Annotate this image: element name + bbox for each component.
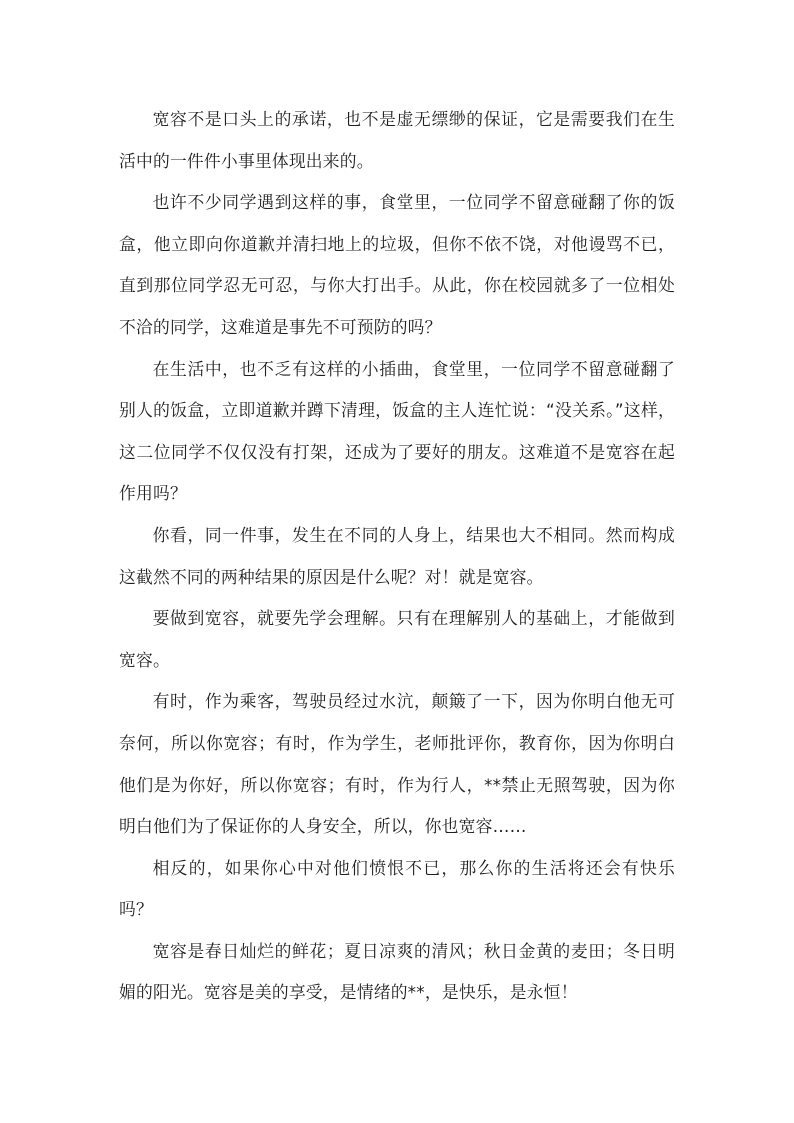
paragraph-8: 宽容是春日灿烂的鲜花；夏日凉爽的清风；秋日金黄的麦田；冬日明媚的阳光。宽容是美的享受，是情绪的**，是快乐，是永恒！ [119,940,675,1003]
paragraph-3: 在生活中，也不乏有这样的小插曲，食堂里，一位同学不留意碰翻了别人的饭盒，立即道歉并蹲下清理，饭盒的主人连忙说：“没关系。”这样，这二位同学不仅仅没有打架，还成为了要好的朋友。这难道不是宽容在起作用吗？ [119,358,675,504]
essay-body [119,99,675,1014]
paragraph-1: 宽容不是口头上的承诺，也不是虚无缥缈的保证，它是需要我们在生活中的一件件小事里体现出来的。 [119,109,675,171]
paragraph-4: 你看，同一件事，发生在不同的人身上，结果也大不相同。然而构成这截然不同的两种结果的原因是什么呢？对！就是宽容。 [119,524,675,587]
paragraph-2: 也许不少同学遇到这样的事，食堂里，一位同学不留意碰翻了你的饭盒，他立即向你道歉并清扫地上的垃圾，但你不依不饶，对他谩骂不已，直到那位同学忍无可忍，与你大打出手。从此，你在校园就多了一位相处不洽的同学，这难道是事先不可预防的吗？ [119,192,675,337]
paragraph-6: 有时，作为乘客，驾驶员经过水沆，颠簸了一下，因为你明白他无可奈何，所以你宽容；有时，作为学生，老师批评你，教育你，因为你明白他们是为你好，所以你宽容；有时，作为行人，**禁止无照驾驶，因为你明白他们为了保证你的人身安全，所以，你也宽容…… [119,691,675,837]
paragraph-5: 要做到宽容，就要先学会理解。只有在理解别人的基础上，才能做到宽容。 [119,608,675,670]
paragraph-7: 相反的，如果你心中对他们愤恨不已，那么你的生活将还会有快乐吗？ [119,857,675,920]
